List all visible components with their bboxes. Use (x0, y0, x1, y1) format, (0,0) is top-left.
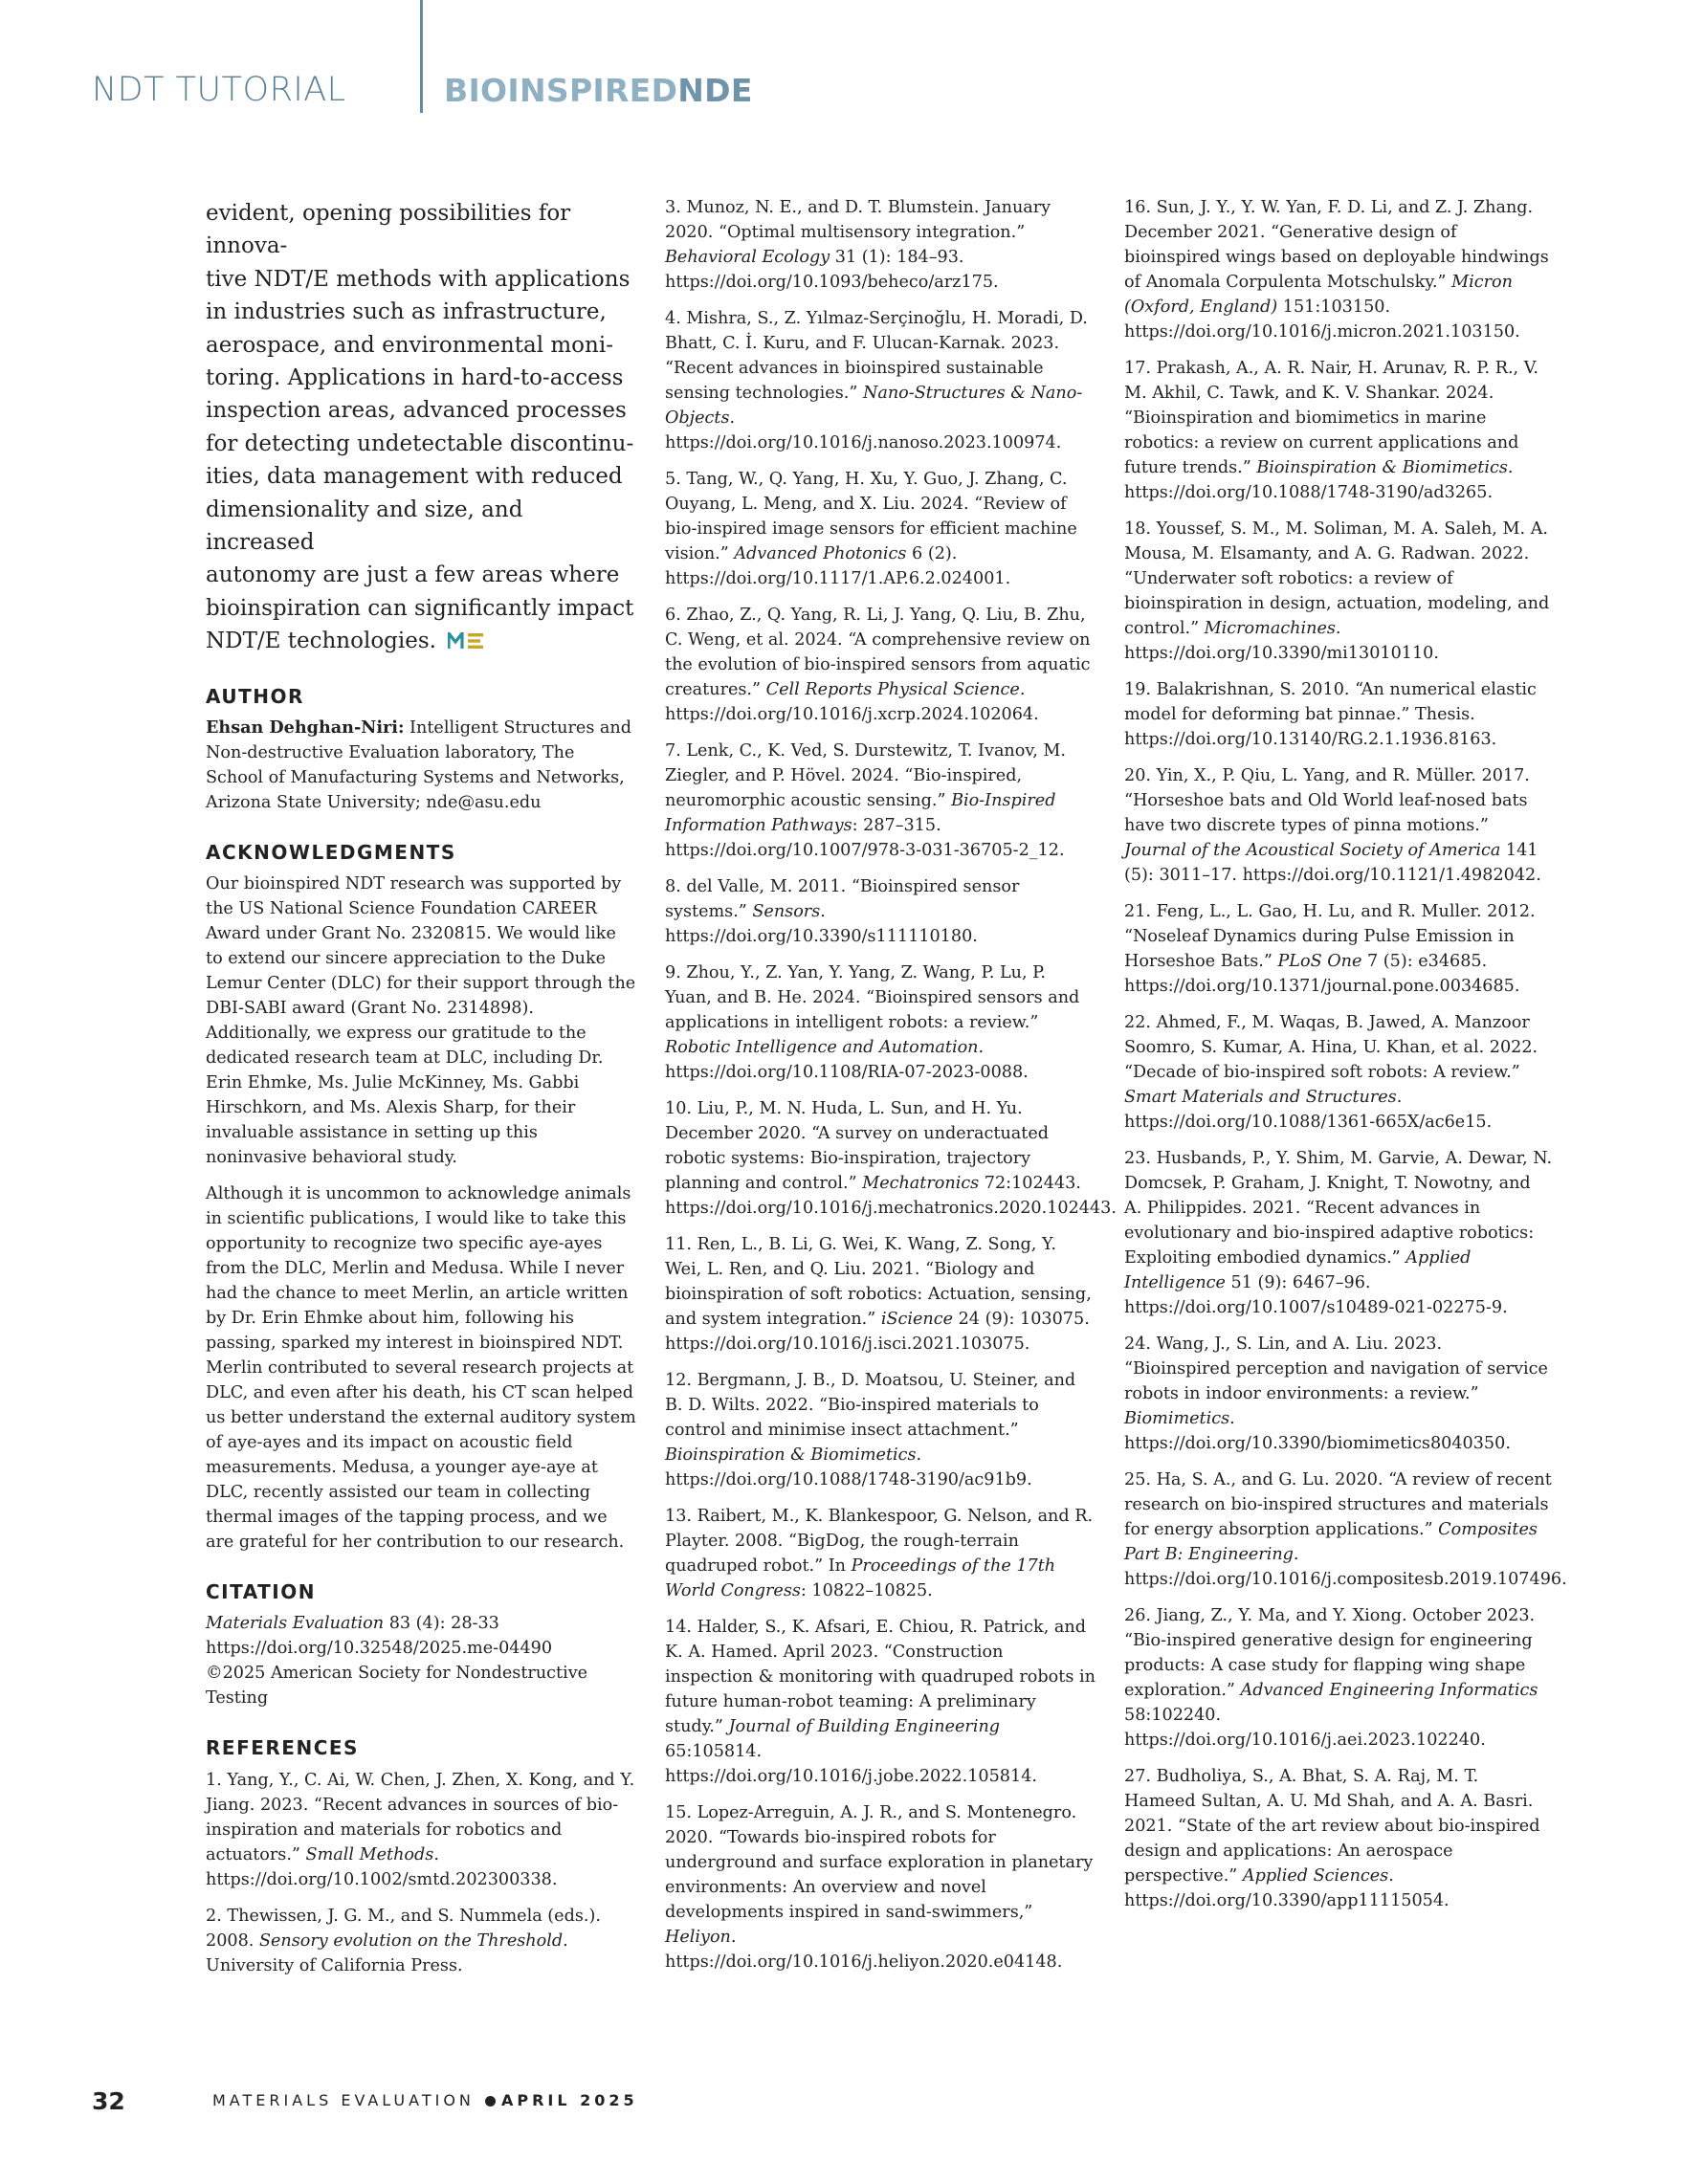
intro-line: ities, data management with reduced (206, 464, 623, 490)
intro-line: NDT/E technologies. (206, 629, 436, 654)
author-paragraph (206, 716, 636, 815)
intro-line: dimensionality and size, and increased (206, 496, 523, 556)
intro-line: autonomy are just a few areas where (206, 563, 620, 588)
reference-item: 27. Budholiya, S., A. Bhat, S. A. Raj, M. T. Hameed Sultan, A. U. Md Shah, and A. A. Basri. 2021. “State of the art review about bio-inspired design and applications: An aerospace perspective.” Applied Sciences. https://doi.org/10.3390/app11115054. (1124, 1767, 1540, 1910)
intro-line: for detecting undetectable discontinu- (206, 430, 634, 456)
reference-item: 21. Feng, L., L. Gao, H. Lu, and R. Muller. 2012. “Noseleaf Dynamics during Pulse Emission in Horseshoe Bats.” PLoS One 7 (5): e34685. https://doi.org/10.1371/journal.pone.0034685. (1124, 902, 1536, 996)
reference-item: 18. Youssef, S. M., M. Soliman, M. A. Saleh, M. A. Mousa, M. Elsamanty, and A. G. Radwan. 2022. “Underwater soft robotics: a review of bioinspiration in design, actuation, modeling, and control.” Micromachines. https://doi.org/10.3390/mi13010110. (1124, 519, 1550, 663)
reference-item: 9. Zhou, Y., Z. Yan, Y. Yang, Z. Wang, P. Lu, P. Yuan, and B. He. 2024. “Bioinspired sensors and applications in intelligent robots: a review.” Robotic Intelligence and Automation. https://doi.org/10.1108/RIA-07-2023-0088. (665, 963, 1080, 1082)
topic-label-part1: BIOINSPIRED (444, 72, 678, 109)
acknowledgments-heading: ACKNOWLEDGMENTS (206, 840, 456, 864)
reference-item: 25. Ha, S. A., and G. Lu. 2020. “A review of recent research on bio-inspired structures and materials for energy absorption applications.” Composites Part B: Engineering. https://doi.org/10.1016/j.compositesb.2019.107496. (1124, 1470, 1567, 1589)
reference-item: 11. Ren, L., B. Li, G. Wei, K. Wang, Z. Song, Y. Wei, L. Ren, and Q. Liu. 2021. “Biology and bioinspiration of soft robotics: Actuation, sensing, and system integration.” iScience 24 (9): 103075. https://doi.org/10.1016/j.isci.2021.103075. (665, 1235, 1092, 1354)
citation-heading: CITATION (206, 1579, 316, 1603)
references-list-part1 (206, 1768, 636, 1978)
me-logo-icon (448, 627, 484, 659)
topic-label (444, 72, 753, 109)
intro-line: evident, opening possibilities for innova- (206, 201, 571, 259)
reference-item: 5. Tang, W., Q. Yang, H. Xu, Y. Guo, J. Zhang, C. Ouyang, L. Meng, and X. Liu. 2024. “Review of bio-inspired image sensors for efficient machine vision.” Advanced Photonics 6 (2). https://doi.org/10.1117/1.AP.6.2.024001. (665, 470, 1077, 588)
reference-item: 15. Lopez-Arreguin, A. J. R., and S. Montenegro. 2020. “Towards bio-inspired robots for underground and surface exploration in planetary environments: An overview and novel developments inspired in sand-swimmers,” Heliyon. https://doi.org/10.1016/j.heliyon.2020.e04148. (665, 1803, 1094, 1972)
citation-doi[interactable]: https://doi.org/10.32548/2025.me-04490 (206, 1638, 553, 1658)
reference-item: 26. Jiang, Z., Y. Ma, and Y. Xiong. October 2023. “Bio-inspired generative design for engineering products: A case study for flapping wing shape exploration.” Advanced Engineering Informatics 58:102240. https://doi.org/10.1016/j.aei.2023.102240. (1124, 1606, 1538, 1750)
intro-line: aerospace, and environmental moni- (206, 332, 613, 358)
intro-line: toring. Applications in hard-to-access (206, 365, 624, 391)
citation-journal: Materials Evaluation (206, 1613, 385, 1633)
section-label: NDT TUTORIAL (92, 71, 346, 109)
reference-item: 12. Bergmann, J. B., D. Moatsou, U. Steiner, and B. D. Wilts. 2022. “Bio-inspired materials to control and minimise insect attachment.” Bioinspiration & Biomimetics. https://doi.org/10.1088/1748-3190/ac91b9. (665, 1371, 1076, 1489)
reference-item: 16. Sun, J. Y., Y. W. Yan, F. D. Li, and Z. J. Zhang. December 2021. “Generative design of bioinspired wings based on deployable hindwings of Anomala Corpulenta Motschulsky.” Micron (Oxford, England) 151:103150. https://doi.org/10.1016/j.micron.2021.103150. (1124, 198, 1549, 342)
reference-item: 22. Ahmed, F., M. Waqas, B. Jawed, A. Manzoor Soomro, S. Kumar, A. Hina, U. Khan, et al. 2022. “Decade of bio-inspired soft robots: A review.” Smart Materials and Structures. https://doi.org/10.1088/1361-665X/ac6e15. (1124, 1013, 1538, 1132)
reference-item: 13. Raibert, M., K. Blankespoor, G. Nelson, and R. Playter. 2008. “BigDog, the rough-terrain quadruped robot.” In Proceedings of the 17th World Congress: 10822–10825. (665, 1507, 1094, 1600)
author-affiliation: Intelligent Structures and Non-destructive Evaluation laboratory, The School of Manufacturing Systems and Networks, Arizona State University; nde@asu.edu (206, 717, 632, 812)
reference-item: 6. Zhao, Z., Q. Yang, R. Li, J. Yang, Q. Liu, B. Zhu, C. Weng, et al. 2024. “A comprehensive review on the evolution of bio-inspired sensors from aquatic creatures.” Cell Reports Physical Science. https://doi.org/10.1016/j.xcrp.2024.102064. (665, 606, 1091, 724)
reference-item: 4. Mishra, S., Z. Yılmaz-Serçinoğlu, H. Moradi, D. Bhatt, C. İ. Kuru, and F. Ulucan-Karnak. 2023. “Recent advances in bioinspired sustainable sensing technologies.” Nano-Structures & Nano-Objects. https://doi.org/10.1016/j.nanoso.2023.100974. (665, 309, 1088, 452)
reference-item: 10. Liu, P., M. N. Huda, L. Sun, and H. Yu. December 2020. “A survey on underactuated robotic systems: Bio-inspiration, trajectory planning and control.” Mechatronics 72:102443. https://doi.org/10.1016/j.mechatronics.2020.102443. (665, 1099, 1117, 1218)
citation-copyright: ©2025 American Society for Nondestructive Testing (206, 1663, 588, 1708)
footer-publication (212, 2091, 638, 2109)
running-header (92, 61, 753, 119)
publication-name: MATERIALS EVALUATION (212, 2091, 475, 2109)
intro-line: inspection areas, advanced processes (206, 398, 627, 424)
citation-block (206, 1611, 636, 1710)
page-number: 32 (92, 2087, 125, 2115)
reference-item: 1. Yang, Y., C. Ai, W. Chen, J. Zhen, X. Kong, and Y. Jiang. 2023. “Recent advances in sources of bio-inspiration and materials for robotics and actuators.” Small Methods. https://doi.org/10.1002/smtd.202300338. (206, 1770, 635, 1889)
reference-item: 14. Halder, S., K. Afsari, E. Chiou, R. Patrick, and K. A. Hamed. April 2023. “Construction inspection & monitoring with quadruped robots in future human-robot teaming: A preliminary study.” Journal of Building Engineering 65:105814. https://doi.org/10.1016/j.jobe.2022.105814. (665, 1618, 1096, 1786)
reference-item: 2. Thewissen, J. G. M., and S. Nummela (eds.). 2008. Sensory evolution on the Threshold. University of California Press. (206, 1906, 601, 1975)
reference-item: 3. Munoz, N. E., and D. T. Blumstein. January 2020. “Optimal multisensory integration.” Behavioral Ecology 31 (1): 184–93. https://doi.org/10.1093/beheco/arz175. (665, 198, 1051, 292)
topic-label-part2: NDE (677, 72, 753, 109)
intro-paragraph (206, 197, 636, 660)
author-heading: AUTHOR (206, 684, 304, 708)
column-middle (665, 195, 1117, 1986)
reference-item: 7. Lenk, C., K. Ved, S. Durstewitz, T. Ivanov, M. Ziegler, and P. Hövel. 2024. “Bio-inspired, neuromorphic acoustic sensing.” Bio-Inspired Information Pathways: 287–315. https://doi.org/10.1007/978-3-031-36705-2_12. (665, 741, 1066, 860)
reference-item: 19. Balakrishnan, S. 2010. “An numerical elastic model for deforming bat pinnae.” Thesis. https://doi.org/10.13140/RG.2.1.1936.8163. (1124, 680, 1537, 749)
reference-item: 17. Prakash, A., A. R. Nair, H. Arunav, R. P. R., V. M. Akhil, C. Tawk, and K. V. Shankar. 2024. “Bioinspiration and biomimetics in marine robotics: a review on current applications and future trends.” Bioinspiration & Biomimetics. https://doi.org/10.1088/1748-3190/ad3265. (1124, 359, 1538, 502)
citation-volume: 83 (4): 28-33 (384, 1613, 499, 1633)
intro-line-last (206, 625, 636, 659)
column-right (1124, 195, 1567, 1925)
issue-date: APRIL 2025 (500, 2091, 638, 2109)
reference-item: 24. Wang, J., S. Lin, and A. Liu. 2023. “Bioinspired perception and navigation of service robots in indoor environments: a review.” Biomimetics. https://doi.org/10.3390/biomimetics8040350. (1124, 1335, 1548, 1453)
intro-line: bioinspiration can significantly impact (206, 595, 634, 621)
reference-item: 8. del Valle, M. 2011. “Bioinspired sensor systems.” Sensors. https://doi.org/10.3390/s111110180. (665, 877, 1020, 946)
intro-line: tive NDT/E methods with applications (206, 266, 631, 292)
acknowledgments-paragraph: Our bioinspired NDT research was supported by the US National Science Foundation CAREER Award under Grant No. 2320815. We would like to extend our sincere appreciation to the Duke Lemur Center (DLC) for their support through the DBI-SABI award (Grant No. 2314898). Additionally, we express our gratitude to the dedicated research team at DLC, including Dr. Erin Ehmke, Ms. Julie McKinney, Ms. Gabbi Hirschkorn, and Ms. Alexis Sharp, for their invaluable assistance in setting up this noninvasive behavioral study. (206, 873, 636, 1167)
author-name: Ehsan Dehghan-Niri: (206, 717, 405, 738)
acknowledgments-paragraph: Although it is uncommon to acknowledge animals in scientific publications, I would like to take this opportunity to recognize two specific aye-ayes from the DLC, Merlin and Medusa. While I never had the chance to meet Merlin, an article written by Dr. Erin Ehmke about him, following his passing, sparked my interest in bioinspired NDT. Merlin contributed to several research projects at DLC, and even after his death, his CT scan helped us better understand the external auditory system of aye-ayes and its impact on acoustic field measurements. Medusa, a younger aye-aye at DLC, recently assisted our team in collecting thermal images of the tapping process, and we are grateful for her contribution to our research. (206, 1183, 636, 1552)
bullet-separator (485, 2096, 496, 2107)
reference-item: 23. Husbands, P., Y. Shim, M. Garvie, A. Dewar, N. Domcsek, P. Graham, J. Knight, T. Nowotny, and A. Philippides. 2021. “Recent advances in evolutionary and bio-inspired adaptive robotics: Exploiting embodied dynamics.” Applied Intelligence 51 (9): 6467–96. https://doi.org/10.1007/s10489-021-02275-9. (1124, 1149, 1553, 1317)
intro-line: in industries such as infrastructure, (206, 299, 607, 325)
column-left (206, 197, 636, 1990)
header-divider (420, 0, 423, 113)
reference-item: 20. Yin, X., P. Qiu, L. Yang, and R. Müller. 2017. “Horseshoe bats and Old World leaf-nosed bats have two discrete types of pinna motions.” Journal of the Acoustical Society of America 141 (5): 3011–17. https://doi.org/10.1121/1.4982042. (1124, 766, 1541, 885)
references-heading: REFERENCES (206, 1735, 359, 1759)
